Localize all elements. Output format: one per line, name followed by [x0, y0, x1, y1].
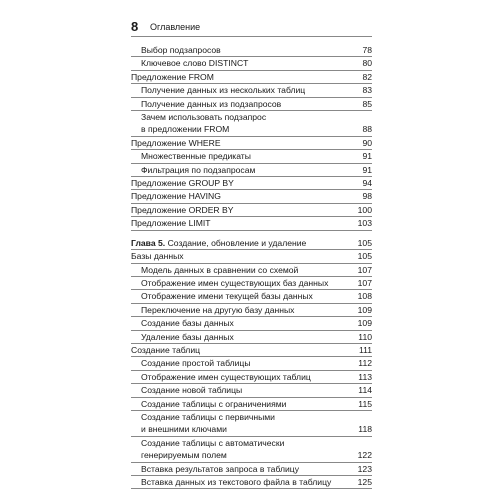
toc-entry-title: Ключевое слово DISTINCT [141, 58, 249, 69]
toc-entry-title: Переключение на другую базу данных [141, 304, 295, 315]
toc-entry-title: Создание таблиц [131, 344, 201, 355]
toc-subsection-entry[interactable] [131, 331, 372, 344]
toc-entry-page-number: 107 [357, 264, 372, 275]
page-number: 8 [131, 19, 139, 34]
toc-entry-page-number: 91 [362, 151, 372, 162]
toc-entry-page-number: 123 [357, 463, 372, 474]
toc-entry-title-continued: генерируемым полем [141, 450, 227, 461]
chapter-title: Создание, обновление и удаление [165, 237, 307, 248]
toc-entry-title: Модель данных в сравнении со схемой [141, 264, 299, 275]
toc-section-entry[interactable] [131, 217, 372, 230]
toc-entry-page-number: 109 [357, 318, 372, 329]
toc-entry-title: Создание новой таблицы [141, 385, 243, 396]
toc-entry-page-number: 82 [362, 71, 372, 82]
toc-entry-title: Создание таблицы с первичными [141, 411, 275, 422]
toc-entry-page-number: 103 [357, 218, 372, 229]
toc-entry-title: Базы данных [131, 251, 184, 262]
toc-entry-page-number: 88 [362, 124, 372, 135]
toc-section-entry[interactable] [131, 190, 372, 203]
toc-entry-page-number: 114 [358, 385, 372, 396]
toc-subsection-entry[interactable] [131, 98, 372, 111]
toc-entry-page-number: 118 [358, 424, 372, 435]
toc-entry-page-number: 113 [358, 371, 372, 382]
toc-entry-title: Зачем использовать подзапрос [141, 112, 267, 123]
toc-entry-page-number: 109 [357, 304, 372, 315]
toc-chapter-entry[interactable] [131, 237, 372, 250]
toc-entry-title: Фильтрация по подзапросам [141, 164, 256, 175]
toc-entry-page-number: 91 [362, 164, 372, 175]
toc-entry-title: Вставка результатов запроса в таблицу [141, 463, 300, 474]
toc-entry-title: Получение данных из подзапросов [141, 98, 282, 109]
toc-entry-page-number: 110 [358, 331, 372, 342]
toc-subsection-entry[interactable] [131, 476, 372, 489]
toc-entry-title: Получение данных из нескольких таблиц [141, 85, 306, 96]
toc-subsection-entry[interactable] [131, 290, 372, 303]
toc-entry-title: Создание таблицы с автоматически [141, 437, 285, 448]
toc-section-entry[interactable] [131, 137, 372, 150]
toc-subsection-entry[interactable] [131, 164, 372, 177]
toc-subsection-entry[interactable] [131, 111, 372, 137]
toc-entry-page-number: 107 [357, 277, 372, 288]
toc-entry-page-number: 115 [358, 398, 372, 409]
toc-subsection-entry[interactable] [131, 57, 372, 70]
toc-entry-page-number: 85 [362, 98, 372, 109]
toc-subsection-entry[interactable] [131, 44, 372, 57]
toc-entry-title: Отображение имени текущей базы данных [141, 291, 313, 302]
toc-entry-title: Множественные предикаты [141, 151, 251, 162]
toc-subsection-entry[interactable] [131, 304, 372, 317]
toc-entry-title: Предложение LIMIT [131, 218, 211, 229]
toc-section-entry[interactable] [131, 71, 372, 84]
toc-subsection-entry[interactable] [131, 277, 372, 290]
toc-section-entry[interactable] [131, 204, 372, 217]
toc-entry-title: Удаление базы данных [141, 331, 234, 342]
toc-section-entry[interactable] [131, 177, 372, 190]
toc-entry-page-number: 80 [362, 58, 372, 69]
toc-subsection-entry[interactable] [131, 398, 372, 411]
toc-entry-title-continued: и внешними ключами [141, 424, 227, 435]
toc-entry-page-number: 125 [357, 477, 372, 487]
table-of-contents [131, 44, 372, 489]
toc-subsection-entry[interactable] [131, 84, 372, 97]
toc-entry-title: Предложение HAVING [131, 191, 221, 202]
toc-entry-page-number: 105 [357, 237, 372, 248]
toc-entry-page-number: 111 [358, 344, 372, 355]
toc-entry-page-number: 112 [358, 358, 372, 369]
toc-subsection-entry[interactable] [131, 371, 372, 384]
toc-entry-page-number: 105 [357, 251, 372, 262]
toc-entry-title: Предложение FROM [131, 71, 214, 82]
toc-entry-title: Создание таблицы с ограничениями [141, 398, 287, 409]
running-title: Оглавление [150, 22, 201, 32]
chapter-label: Глава 5. [131, 237, 166, 248]
toc-entry-title: Создание базы данных [141, 318, 234, 329]
toc-entry-title: Выбор подзапросов [141, 45, 221, 55]
toc-section-entry[interactable] [131, 250, 372, 263]
toc-subsection-entry[interactable] [131, 463, 372, 476]
toc-entry-title: Предложение GROUP BY [131, 178, 234, 189]
toc-entry-title: Отображение имен существующих таблиц [141, 371, 311, 382]
toc-entry-title: Предложение WHERE [131, 137, 221, 148]
toc-subsection-entry[interactable] [131, 357, 372, 370]
toc-subsection-entry[interactable] [131, 150, 372, 163]
toc-subsection-entry[interactable] [131, 411, 372, 437]
toc-entry-page-number: 108 [357, 291, 372, 302]
toc-entry-title-continued: в предложении FROM [141, 124, 230, 135]
toc-subsection-entry[interactable] [131, 384, 372, 397]
toc-entry-title: Создание простой таблицы [141, 358, 251, 369]
toc-entry-page-number: 100 [357, 204, 372, 215]
toc-entry-page-number: 83 [362, 85, 372, 96]
toc-entry-page-number: 78 [362, 45, 372, 55]
toc-entry-page-number: 122 [357, 450, 372, 461]
toc-entry-title: Предложение ORDER BY [131, 204, 234, 215]
toc-subsection-entry[interactable] [131, 264, 372, 277]
toc-entry-title: Вставка данных из текстового файла в таблицу [141, 477, 332, 487]
toc-section-entry[interactable] [131, 344, 372, 357]
page-header [131, 19, 372, 35]
toc-entry-title: Отображение имен существующих баз данных [141, 277, 329, 288]
toc-entry-title [131, 237, 350, 249]
toc-entry-page-number: 90 [362, 137, 372, 148]
toc-entry-page-number: 98 [362, 191, 372, 202]
toc-subsection-entry[interactable] [131, 317, 372, 330]
toc-entry-page-number: 94 [362, 178, 372, 189]
header-rule [131, 36, 372, 37]
toc-subsection-entry[interactable] [131, 437, 372, 463]
